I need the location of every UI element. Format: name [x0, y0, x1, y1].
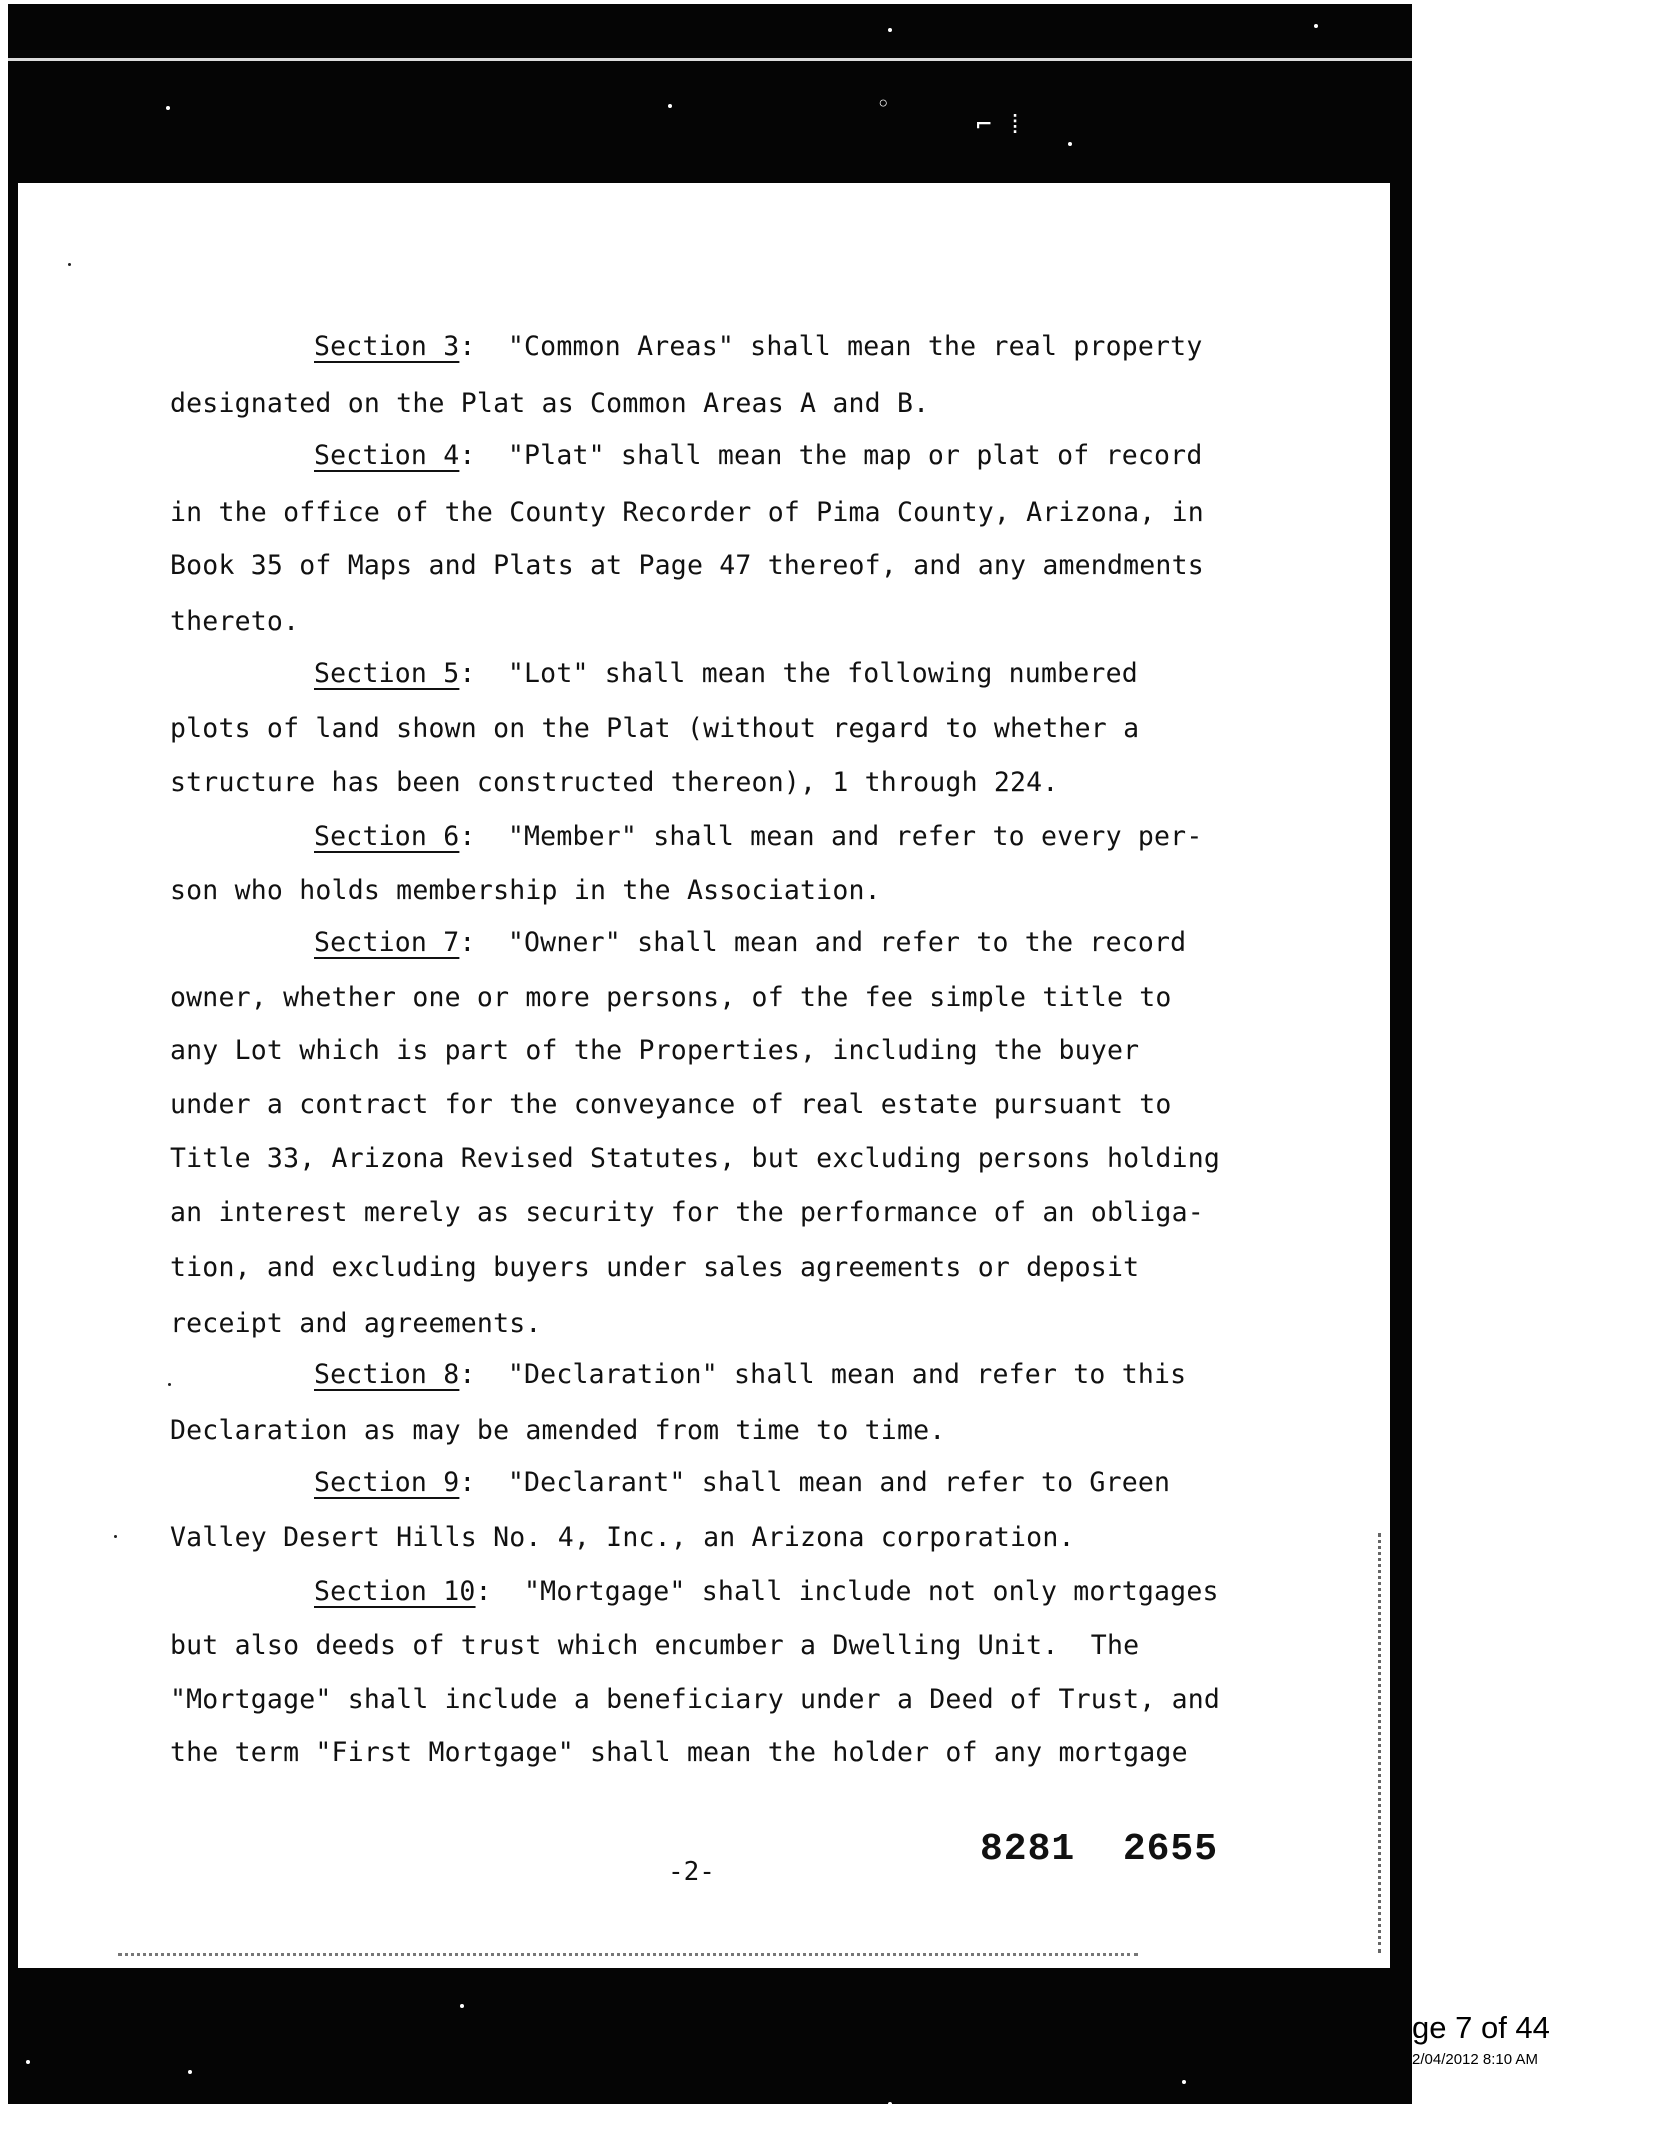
- text-line: Section 3: "Common Areas" shall mean the real property: [314, 331, 1203, 362]
- text-line: under a contract for the conveyance of real estate pursuant to: [170, 1089, 1172, 1120]
- text-line: Section 5: "Lot" shall mean the following numbered: [314, 658, 1138, 689]
- text-line: Valley Desert Hills No. 4, Inc., an Arizona corporation.: [170, 1522, 1075, 1553]
- text-line: the term "First Mortgage" shall mean the holder of any mortgage: [170, 1737, 1188, 1768]
- scan-edge-noise: [1378, 1533, 1384, 1953]
- scan-speck: [168, 1383, 171, 1386]
- section-heading: Section 8: [314, 1359, 460, 1390]
- section-heading: Section 7: [314, 927, 460, 958]
- scan-speck: [1314, 24, 1318, 28]
- book-page-reference: 8281 2655: [980, 1828, 1219, 1871]
- text-line: structure has been constructed thereon), 1 through 224.: [170, 767, 1059, 798]
- text-line: an interest merely as security for the performance of an obliga-: [170, 1197, 1204, 1228]
- scan-speck: [888, 2102, 892, 2106]
- section-heading: Section 9: [314, 1467, 460, 1498]
- text-line: any Lot which is part of the Properties, including the buyer: [170, 1035, 1140, 1066]
- text-line: "Mortgage" shall include a beneficiary under a Deed of Trust, and: [170, 1684, 1221, 1715]
- text-line: Section 10: "Mortgage" shall include not only mortgages: [314, 1576, 1219, 1607]
- text-line: Title 33, Arizona Revised Statutes, but excluding persons holding: [170, 1143, 1221, 1174]
- text-line: Book 35 of Maps and Plats at Page 47 thereof, and any amendments: [170, 550, 1204, 581]
- text-line: Section 6: "Member" shall mean and refer to every per-: [314, 821, 1203, 852]
- scan-speck: [888, 28, 892, 32]
- text-line: but also deeds of trust which encumber a Dwelling Unit. The: [170, 1630, 1140, 1661]
- section-heading: Section 3: [314, 331, 460, 362]
- text-line: owner, whether one or more persons, of the fee simple title to: [170, 982, 1172, 1013]
- text-line: receipt and agreements.: [170, 1308, 542, 1339]
- scan-edge-noise: [118, 1953, 1138, 1958]
- viewer-page-indicator: ge 7 of 44: [1412, 2010, 1550, 2045]
- text-line: Section 8: "Declaration" shall mean and refer to this: [314, 1359, 1187, 1390]
- section-heading: Section 4: [314, 440, 460, 471]
- section-heading: Section 5: [314, 658, 460, 689]
- section-heading: Section 6: [314, 821, 460, 852]
- scan-artifact: ◦: [876, 90, 891, 118]
- text-line: plots of land shown on the Plat (without regard to whether a: [170, 713, 1140, 744]
- text-line: designated on the Plat as Common Areas A and B.: [170, 388, 930, 419]
- text-line: in the office of the County Recorder of Pima County, Arizona, in: [170, 497, 1204, 528]
- scan-speck: [1068, 142, 1072, 146]
- section-heading: Section 10: [314, 1576, 476, 1607]
- scan-artifact: ⌐ ⁞: [976, 110, 1023, 140]
- scan-speck: [26, 2060, 30, 2064]
- scan-speck: [1182, 2080, 1186, 2084]
- page-number: -2-: [668, 1857, 715, 1887]
- scan-speck: [166, 106, 170, 110]
- text-line: tion, and excluding buyers under sales agreements or deposit: [170, 1252, 1140, 1283]
- scan-frame-line: [8, 58, 1412, 61]
- viewer-timestamp: 2/04/2012 8:10 AM: [1412, 2051, 1538, 2068]
- scan-speck: [668, 104, 672, 108]
- text-line: Declaration as may be amended from time to time.: [170, 1415, 946, 1446]
- scan-speck: [188, 2070, 192, 2074]
- text-line: Section 7: "Owner" shall mean and refer to the record: [314, 927, 1187, 958]
- text-line: Section 4: "Plat" shall mean the map or plat of record: [314, 440, 1203, 471]
- scan-speck: [114, 1535, 117, 1538]
- scan-speck: [460, 2004, 464, 2008]
- text-line: Section 9: "Declarant" shall mean and refer to Green: [314, 1467, 1171, 1498]
- text-line: son who holds membership in the Association.: [170, 875, 881, 906]
- scan-speck: [68, 263, 71, 266]
- text-line: thereto.: [170, 606, 300, 637]
